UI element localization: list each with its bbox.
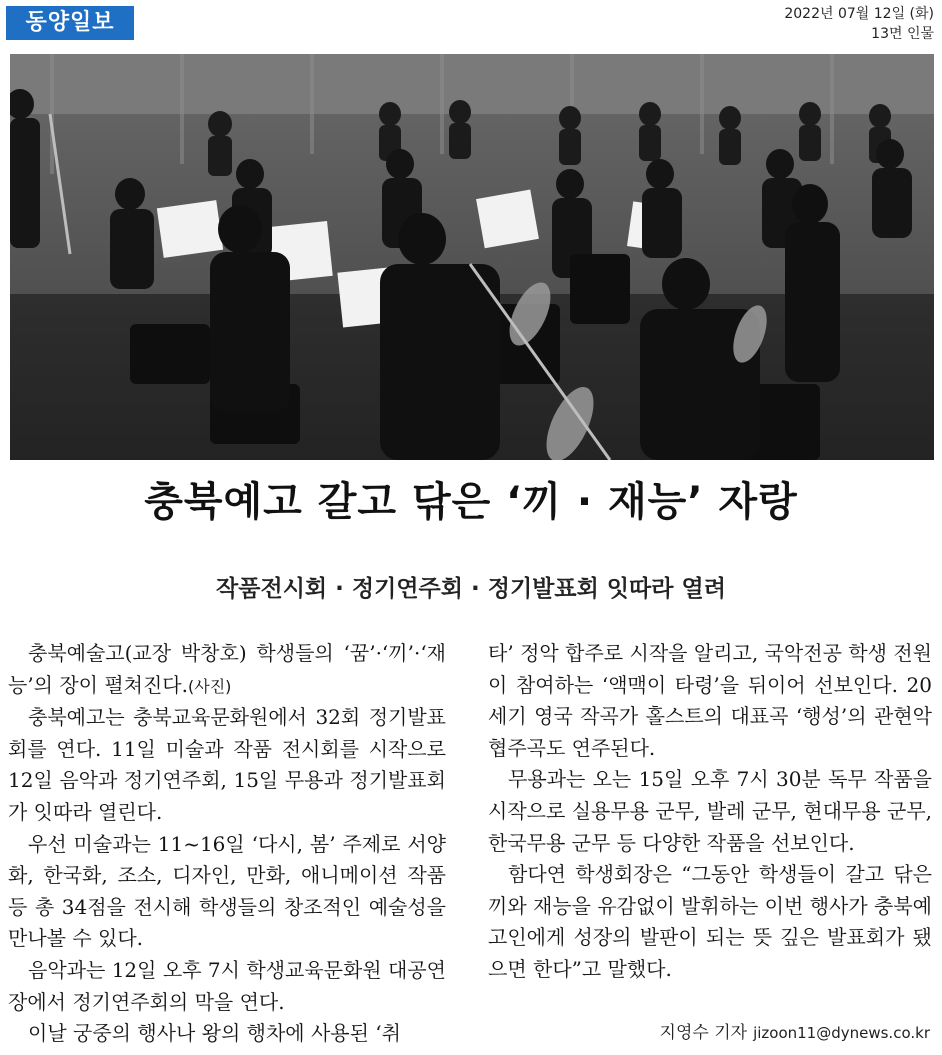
article-column-left [8,638,446,1050]
article-paragraph-continued: 타’ 정악 합주로 시작을 알리고, 국악전공 학생 전원이 참여하는 ‘액맥이 타령’을 뒤이어 선보인다. 20세기 영국 작곡가 홀스트의 대표곡 ‘행성’의 관현악 협주곡도 연주된다. [488,641,932,760]
article-paragraph: 이날 궁중의 행사나 왕의 행차에 사용된 ‘취 [28,1021,401,1046]
reporter-name: 지영수 기자 [659,1023,748,1043]
paragraph-text: 충북예술고(교장 박창호) 학생들의 ‘꿈’·‘끼’·‘재능’의 장이 펼쳐진다. [8,641,446,697]
article-paragraph: 함다연 학생회장은 “그동안 학생들이 갈고 닦은 끼와 재능을 유감없이 발휘하는 이번 행사가 충북예고인에게 성장의 발판이 되는 뜻 깊은 발표회가 됐으면 한다”고 말했다. [488,862,932,981]
reporter-email: jizoon11@dynews.co.kr [753,1024,930,1042]
article-paragraph: 음악과는 12일 오후 7시 학생교육문화원 대공연장에서 정기연주회의 막을 연다. [8,957,446,1014]
article-subheadline: 작품전시회 · 정기연주회 · 정기발표회 잇따라 열려 [216,576,726,602]
byline [660,1018,930,1043]
issue-meta [784,4,934,44]
article-paragraph: 충북예고는 충북교육문화원에서 32회 정기발표회를 연다. 11일 미술과 작품 전시회를 시작으로 12일 음악과 정기연주회, 15일 무용과 정기발표회가 잇따라 열린다. [8,705,446,824]
orchestra-photo-illustration [10,54,934,460]
article-column-right [488,638,932,986]
newspaper-logo: 동양일보 [6,6,134,40]
article-headline: 충북예고 갈고 닦은 ‘끼 · 재능’ 자랑 [144,479,798,525]
article-paragraph: 우선 미술과는 11~16일 ‘다시, 봄’ 주제로 서양화, 한국화, 조소, 디자인, 만화, 애니메이션 작품 등 총 34점을 전시해 학생들의 창조적인 예술성을 만나볼 수 있다. [8,831,446,951]
article-paragraph [8,638,446,702]
photo-reference: (사진) [188,676,232,696]
page-section: 13면 인물 [871,26,934,42]
issue-date: 2022년 07월 12일 (화) [784,6,934,22]
orchestra-photo [10,54,934,460]
article-paragraph: 무용과는 오는 15일 오후 7시 30분 독무 작품을 시작으로 실용무용 군무, 발레 군무, 현대무용 군무, 한국무용 군무 등 다양한 작품을 선보인다. [488,767,932,855]
